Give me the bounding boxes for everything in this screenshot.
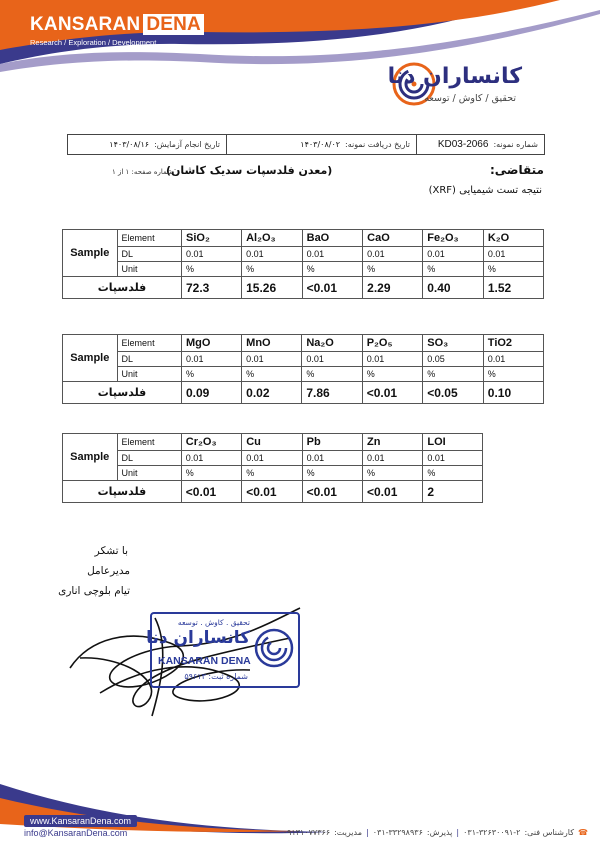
stamp-tagline: تحقیق . کاوش . توسعه: [177, 618, 250, 627]
phone-reception: ۰۳۱-۳۳۲۹۸۹۳۶: [372, 828, 423, 837]
unit-cell: %: [363, 466, 423, 481]
brand-tagline: Research / Exploration / Development: [30, 38, 157, 47]
sample-number-cell: شماره نمونه: KD03-2066: [416, 135, 544, 154]
material-label: فلدسپات: [63, 481, 182, 503]
element-header: Cu: [242, 434, 302, 451]
element-header: SO₃: [423, 335, 484, 352]
unit-cell: %: [242, 367, 302, 382]
company-stamp: [146, 612, 300, 688]
unit-cell: %: [242, 466, 302, 481]
value-cell: <0.01: [181, 481, 241, 503]
element-header: BaO: [302, 230, 363, 247]
element-header: Na₂O: [302, 335, 362, 352]
value-cell: 2.29: [363, 277, 423, 299]
element-header: P₂O₅: [362, 335, 423, 352]
sample-number: KD03-2066: [437, 139, 489, 150]
company-logo: [387, 62, 572, 110]
element-header: LOI: [423, 434, 483, 451]
received-date: ۱۴۰۳/۰۸/۰۲: [300, 140, 341, 149]
phone-tech: ۰۳۱-۳۲۶۳۰۰۹۱-۲: [463, 828, 521, 837]
dl-cell: 0.01: [362, 352, 423, 367]
element-header: MnO: [242, 335, 302, 352]
element-header: SiO₂: [182, 230, 242, 247]
dl-cell: 0.01: [483, 247, 543, 262]
test-title: نتیجه تست شیمیایی (XRF): [428, 185, 542, 196]
test-date-cell: تاریخ انجام آزمایش: ۱۴۰۳/۰۸/۱۶: [109, 140, 220, 149]
unit-cell: %: [302, 466, 362, 481]
element-header: Al₂O₃: [242, 230, 303, 247]
unit-cell: %: [362, 367, 423, 382]
element-header: MgO: [182, 335, 242, 352]
value-cell: <0.01: [363, 481, 423, 503]
letterhead-footer: [0, 770, 600, 849]
value-cell: <0.01: [362, 382, 423, 404]
signer-name: تیام بلوچی اناری: [58, 585, 130, 597]
brand-wordmark: [30, 14, 204, 47]
unit-cell: %: [423, 262, 484, 277]
unit-cell: %: [423, 367, 484, 382]
letterhead-header: [0, 0, 600, 110]
unit-cell: %: [423, 466, 483, 481]
stamp-name-fa: کانساران دنا: [146, 628, 250, 648]
material-label: فلدسپات: [63, 382, 182, 404]
value-cell: 0.02: [242, 382, 302, 404]
material-label: فلدسپات: [63, 277, 182, 299]
logo-subtitle: تحقیق / کاوش / توسعه: [424, 93, 516, 104]
dl-cell: 0.01: [242, 451, 302, 466]
contact-phones: ☎ کارشناس فنی: ۰۳۱-۳۲۶۳۰۰۹۱-۲ | پذیرش: ۰۳۱-۳۳۲۹۸۹۳۶ | مدیریت: ۰۹۱۳۱۰۷۷۳۶۶: [282, 828, 588, 837]
element-header: Pb: [302, 434, 362, 451]
results-table-3: Sample Element Cr₂O₃ Cu Pb Zn LOI DL 0.01 0.01 0.01 0.01 0.01 Unit % % % % % فلدسپات <0.01 <0.01 <0.01 <0.01 2: [62, 433, 483, 503]
closing-thanks: با تشکر: [94, 545, 128, 557]
client-label: متقاضی:: [489, 163, 544, 177]
unit-cell: %: [181, 466, 241, 481]
dl-cell: 0.01: [182, 247, 242, 262]
value-cell: <0.01: [242, 481, 302, 503]
value-cell: 0.10: [483, 382, 543, 404]
value-cell: <0.01: [302, 277, 363, 299]
element-header: CaO: [363, 230, 423, 247]
stamp-registration: شماره ثبت: ۵۹۶۱۳: [184, 672, 248, 681]
unit-cell: %: [302, 262, 363, 277]
dl-cell: 0.01: [302, 352, 362, 367]
unit-cell: %: [242, 262, 303, 277]
dl-cell: 0.01: [363, 247, 423, 262]
dl-cell: 0.01: [302, 451, 362, 466]
dl-cell: 0.01: [302, 247, 363, 262]
sample-header: Sample: [63, 335, 118, 382]
received-date-cell: تاریخ دریافت نمونه: ۱۴۰۳/۰۸/۰۲: [226, 135, 416, 154]
element-header: TiO2: [483, 335, 543, 352]
dl-cell: 0.01: [242, 247, 303, 262]
page-number: شماره صفحه: ۱ از ۱: [112, 168, 173, 176]
unit-cell: %: [302, 367, 362, 382]
results-table-2: Sample Element MgO MnO Na₂O P₂O₅ SO₃ TiO2 DL 0.01 0.01 0.01 0.01 0.05 0.01 Unit % % % % % % فلدسپات 0.09 0.02 7.86 <0.01 <0.05 0.10: [62, 334, 544, 404]
sample-header: Sample: [63, 434, 118, 481]
dl-cell: 0.01: [423, 247, 484, 262]
unit-cell: %: [182, 262, 242, 277]
value-cell: 0.40: [423, 277, 484, 299]
phone-icon: ☎: [578, 828, 588, 837]
dl-cell: 0.01: [181, 451, 241, 466]
value-cell: 0.09: [182, 382, 242, 404]
element-header: Zn: [363, 434, 423, 451]
value-cell: 15.26: [242, 277, 303, 299]
element-header: Fe₂O₃: [423, 230, 484, 247]
sample-info-bar: [67, 134, 545, 155]
unit-cell: %: [363, 262, 423, 277]
dl-cell: 0.01: [483, 352, 543, 367]
element-header: K₂O: [483, 230, 543, 247]
dl-cell: 0.01: [182, 352, 242, 367]
dl-cell: 0.01: [363, 451, 423, 466]
unit-cell: %: [483, 262, 543, 277]
sample-header: Sample: [63, 230, 118, 277]
value-cell: 7.86: [302, 382, 362, 404]
dl-cell: 0.01: [242, 352, 302, 367]
dl-cell: 0.05: [423, 352, 484, 367]
element-header: Cr₂O₃: [181, 434, 241, 451]
email-link[interactable]: info@KansaranDena.com: [24, 828, 128, 838]
phone-management: ۰۹۱۳۱۰۷۷۳۶۶: [282, 828, 331, 837]
stamp-logo-icon: [254, 628, 294, 668]
signer-title: مدیرعامل: [87, 565, 130, 577]
value-cell: 2: [423, 481, 483, 503]
client-value: (معدن فلدسپات سدیک کاشان): [166, 164, 333, 177]
website-link[interactable]: www.KansaranDena.com: [24, 815, 137, 827]
unit-cell: %: [182, 367, 242, 382]
dl-cell: 0.01: [423, 451, 483, 466]
stamp-name-en: KANSARAN DENA: [158, 655, 251, 667]
value-cell: <0.05: [423, 382, 484, 404]
unit-cell: %: [483, 367, 543, 382]
brand-name: KANSARAN DENA: [30, 14, 204, 36]
value-cell: 1.52: [483, 277, 543, 299]
logo-name-fa: کانساران دنا: [387, 64, 522, 89]
value-cell: <0.01: [302, 481, 362, 503]
results-table-1: Sample Element SiO₂ Al₂O₃ BaO CaO Fe₂O₃ K₂O DL 0.01 0.01 0.01 0.01 0.01 0.01 Unit % % % % % % فلدسپات 72.3 15.26 <0.01 2.29 0.40 1.52: [62, 229, 544, 299]
client-line: [166, 163, 544, 177]
value-cell: 72.3: [182, 277, 242, 299]
test-date: ۱۴۰۳/۰۸/۱۶: [109, 140, 150, 149]
